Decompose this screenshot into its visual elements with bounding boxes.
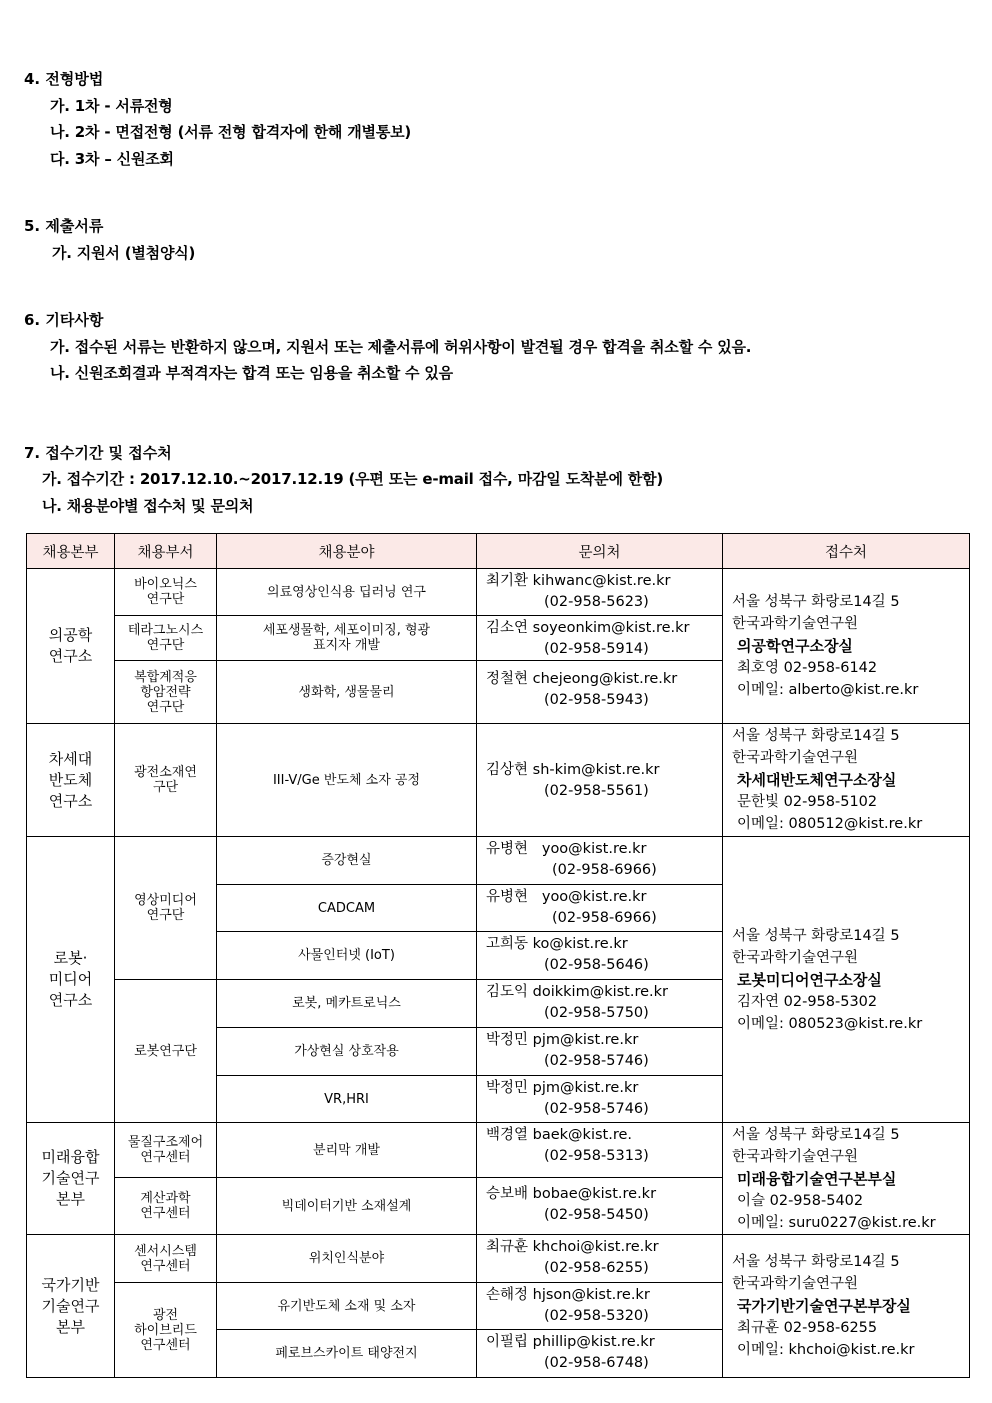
section-4-item-3: 다. 3차 – 신원조회 — [50, 150, 174, 168]
reception-email[interactable]: 이메일: suru0227@kist.re.kr — [737, 1214, 936, 1231]
contact-email[interactable]: pjm@kist.re.kr — [532, 1080, 639, 1096]
reception-email[interactable]: 이메일: 080512@kist.re.kr — [737, 816, 923, 832]
hq-cell: 의공학 연구소 — [27, 569, 115, 724]
reception-institute: 한국과학기술연구원 — [732, 949, 859, 966]
contact-cell — [477, 980, 723, 1028]
contact-phone: (02-958-5320) — [544, 1308, 649, 1324]
reception-cell — [723, 1123, 970, 1235]
contact-phone: (02-958-6255) — [544, 1260, 649, 1276]
dept-cell: 영상미디어 연구단 — [115, 837, 217, 980]
section-6-item-2: 나. 신원조회결과 부적격자는 합격 또는 임용을 취소할 수 있음 — [50, 364, 453, 382]
contact-cell — [477, 837, 723, 885]
contact-cell — [477, 724, 723, 837]
section-5-title: 5. 제출서류 — [24, 217, 104, 235]
reception-address: 서울 성북구 화랑로14길 5 — [732, 1126, 900, 1143]
section-7-item-1: 가. 접수기간 : 2017.12.10.~2017.12.19 (우편 또는 e-mail 접수, 마감일 도착분에 한함) — [42, 470, 664, 488]
reception-manager: 문한빛 02-958-5102 — [737, 794, 878, 810]
field-cell: 로봇, 메카트로닉스 — [217, 980, 477, 1028]
contact-email[interactable]: kihwanc@kist.re.kr — [532, 573, 671, 589]
contact-name: 박정민 — [486, 1032, 529, 1048]
dept-cell: 광전소재연 구단 — [115, 724, 217, 837]
hq-cell: 국가기반 기술연구 본부 — [27, 1235, 115, 1378]
table-row — [27, 569, 970, 616]
reception-cell — [723, 569, 970, 724]
reception-office: 의공학연구소장실 — [737, 637, 853, 655]
reception-address: 서울 성북구 화랑로14길 5 — [732, 927, 900, 944]
contact-email[interactable]: hjson@kist.re.kr — [532, 1287, 650, 1303]
contact-cell — [477, 1028, 723, 1076]
header-contact: 문의처 — [477, 534, 723, 569]
contact-name: 김도익 — [486, 984, 529, 1000]
section-6-item-1: 가. 접수된 서류는 반환하지 않으며, 지원서 또는 제출서류에 허위사항이 발견될 경우 합격을 취소할 수 있음. — [50, 338, 752, 356]
contact-name: 최규훈 — [486, 1239, 529, 1255]
header-dept: 채용부서 — [115, 534, 217, 569]
field-cell: 의료영상인식용 딥러닝 연구 — [217, 569, 477, 616]
contact-email[interactable]: bobae@kist.re.kr — [532, 1186, 657, 1202]
section-7-title: 7. 접수기간 및 접수처 — [24, 444, 172, 462]
contact-name: 유병현 — [486, 889, 529, 905]
contact-name: 고희동 — [486, 936, 529, 952]
contact-phone: (02-958-5746) — [544, 1101, 649, 1117]
contact-cell — [477, 1283, 723, 1330]
reception-email[interactable]: 이메일: alberto@kist.re.kr — [737, 682, 919, 698]
hq-cell: 차세대 반도체 연구소 — [27, 724, 115, 837]
contact-cell — [477, 885, 723, 932]
contact-email[interactable]: pjm@kist.re.kr — [532, 1032, 639, 1048]
contact-phone: (02-958-6966) — [552, 910, 657, 926]
reception-cell — [723, 724, 970, 837]
dept-cell: 로봇연구단 — [115, 980, 217, 1123]
field-cell: VR,HRI — [217, 1076, 477, 1123]
contact-name: 손해정 — [486, 1287, 529, 1303]
field-cell: 빅데이터기반 소재설계 — [217, 1178, 477, 1235]
field-cell: 증강현실 — [217, 837, 477, 885]
reception-email[interactable]: 이메일: 080523@kist.re.kr — [737, 1015, 923, 1032]
reception-manager: 김자연 02-958-5302 — [737, 993, 878, 1010]
reception-cell — [723, 837, 970, 1123]
reception-address: 서울 성북구 화랑로14길 5 — [732, 728, 900, 744]
field-cell: 페로브스카이트 태양전지 — [217, 1330, 477, 1378]
reception-office: 로봇미디어연구소장실 — [737, 970, 882, 989]
contact-cell — [477, 1330, 723, 1378]
dept-cell: 물질구조제어 연구센터 — [115, 1123, 217, 1178]
section-4-title: 4. 전형방법 — [24, 70, 104, 88]
field-cell: 위치인식분야 — [217, 1235, 477, 1283]
dept-cell: 테라그노시스 연구단 — [115, 616, 217, 661]
field-cell: CADCAM — [217, 885, 477, 932]
section-7-item-2: 나. 채용분야별 접수처 및 문의처 — [42, 497, 254, 515]
contact-phone: (02-958-5623) — [544, 594, 649, 610]
hq-cell: 로봇· 미디어 연구소 — [27, 837, 115, 1123]
contact-cell — [477, 616, 723, 661]
reception-manager: 최호영 02-958-6142 — [737, 660, 878, 676]
field-cell: 분리막 개발 — [217, 1123, 477, 1178]
dept-cell: 광전 하이브리드 연구센터 — [115, 1283, 217, 1378]
reception-cell — [723, 1235, 970, 1378]
dept-cell: 복합계적응 항암전략 연구단 — [115, 661, 217, 724]
table-row — [27, 724, 970, 837]
contact-cell — [477, 1123, 723, 1178]
contact-phone: (02-958-5943) — [544, 692, 649, 708]
contact-name: 박정민 — [486, 1080, 529, 1096]
contact-email[interactable]: ko@kist.re.kr — [532, 936, 628, 952]
dept-cell: 바이오닉스 연구단 — [115, 569, 217, 616]
field-cell: III-V/Ge 반도체 소자 공정 — [217, 724, 477, 837]
field-cell: 세포생물학, 세포이미징, 형광 표지자 개발 — [217, 616, 477, 661]
table-row — [27, 1123, 970, 1178]
section-4-item-2: 나. 2차 - 면접전형 (서류 전형 합격자에 한해 개별통보) — [50, 123, 412, 141]
contact-phone: (02-958-5646) — [544, 957, 649, 973]
contact-email[interactable]: phillip@kist.re.kr — [532, 1334, 655, 1350]
contact-name: 유병현 — [486, 841, 529, 857]
reception-institute: 한국과학기술연구원 — [732, 616, 859, 632]
contact-phone: (02-958-5313) — [544, 1148, 649, 1164]
contact-name: 최기환 — [486, 573, 529, 589]
reception-address: 서울 성북구 화랑로14길 5 — [732, 1254, 900, 1270]
contact-email[interactable]: doikkim@kist.re.kr — [532, 984, 668, 1000]
contact-email[interactable]: yoo@kist.re.kr — [541, 841, 647, 857]
reception-institute: 한국과학기술연구원 — [732, 750, 859, 766]
contact-cell — [477, 932, 723, 980]
recruitment-table — [26, 533, 970, 1378]
table-row — [27, 1235, 970, 1283]
reception-manager: 이슬 02-958-5402 — [737, 1192, 864, 1209]
contact-phone: (02-958-6966) — [552, 862, 657, 878]
section-5-item-1: 가. 지원서 (별첨양식) — [52, 244, 196, 262]
contact-phone: (02-958-5561) — [544, 783, 649, 799]
reception-institute: 한국과학기술연구원 — [732, 1276, 859, 1292]
table-row — [27, 837, 970, 885]
contact-phone: (02-958-6748) — [544, 1355, 649, 1371]
header-field: 채용분야 — [217, 534, 477, 569]
contact-email[interactable]: yoo@kist.re.kr — [541, 889, 647, 905]
contact-name: 백경열 — [486, 1127, 529, 1143]
hq-cell: 미래융합 기술연구 본부 — [27, 1123, 115, 1235]
contact-cell — [477, 1235, 723, 1283]
header-hq: 채용본부 — [27, 534, 115, 569]
reception-manager: 최규훈 02-958-6255 — [737, 1320, 878, 1336]
contact-name: 정철현 — [486, 671, 529, 687]
field-cell: 유기반도체 소재 및 소자 — [217, 1283, 477, 1330]
contact-phone: (02-958-5914) — [544, 641, 649, 657]
contact-cell — [477, 1178, 723, 1235]
contact-email[interactable]: sh-kim@kist.re.kr — [532, 762, 660, 778]
contact-email[interactable]: baek@kist.re. — [532, 1127, 632, 1143]
contact-phone: (02-958-5750) — [544, 1005, 649, 1021]
contact-cell — [477, 1076, 723, 1123]
contact-phone: (02-958-5746) — [544, 1053, 649, 1069]
field-cell: 생화학, 생물물리 — [217, 661, 477, 724]
contact-phone: (02-958-5450) — [544, 1207, 649, 1223]
contact-name: 김소연 — [486, 620, 529, 636]
field-cell: 사물인터넷 (IoT) — [217, 932, 477, 980]
reception-email[interactable]: 이메일: khchoi@kist.re.kr — [737, 1342, 915, 1358]
contact-cell — [477, 661, 723, 724]
contact-name: 승보배 — [486, 1186, 529, 1202]
reception-institute: 한국과학기술연구원 — [732, 1148, 859, 1165]
contact-name: 이필립 — [486, 1334, 529, 1350]
contact-cell — [477, 569, 723, 616]
reception-office: 차세대반도체연구소장실 — [737, 771, 897, 789]
table-header-row — [27, 534, 970, 569]
header-reception: 접수처 — [723, 534, 970, 569]
contact-email[interactable]: khchoi@kist.re.kr — [532, 1239, 659, 1255]
reception-office: 미래융합기술연구본부실 — [737, 1169, 897, 1188]
contact-email[interactable]: soyeonkim@kist.re.kr — [532, 620, 690, 636]
reception-office: 국가기반기술연구본부장실 — [737, 1297, 911, 1315]
section-4-item-1: 가. 1차 - 서류전형 — [50, 97, 173, 115]
dept-cell: 계산과학 연구센터 — [115, 1178, 217, 1235]
section-6-title: 6. 기타사항 — [24, 311, 104, 329]
field-cell: 가상현실 상호작용 — [217, 1028, 477, 1076]
contact-name: 김상현 — [486, 762, 529, 778]
reception-address: 서울 성북구 화랑로14길 5 — [732, 594, 900, 610]
dept-cell: 센서시스템 연구센터 — [115, 1235, 217, 1283]
contact-email[interactable]: chejeong@kist.re.kr — [532, 671, 678, 687]
